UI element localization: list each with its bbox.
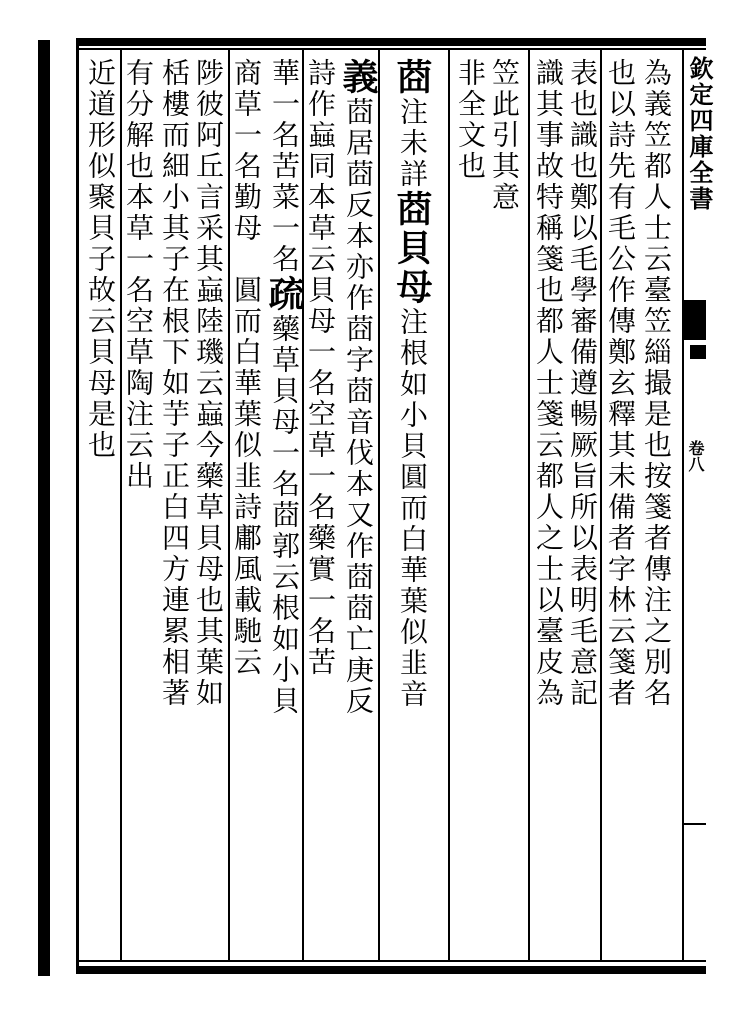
margin-book-title: 欽定四庫全書 — [685, 56, 714, 212]
text-column — [488, 58, 521, 213]
text-column — [158, 58, 191, 709]
column-rule — [528, 50, 530, 960]
commentary-text: 藥草貝母一名莔郭云根如小貝 — [268, 314, 301, 717]
commentary-text: 有分解也本草一名空草陶注云出 — [122, 58, 155, 492]
column-rule — [600, 50, 602, 960]
text-column — [604, 58, 637, 709]
commentary-text: 為義笠都人士云臺笠緇撮是也按箋者傳注之別名 — [640, 58, 673, 709]
text-column — [532, 58, 565, 709]
commentary-text: 也以詩先有毛公作傳鄭玄釋其未備者字林云箋者 — [604, 58, 637, 709]
text-column — [84, 58, 117, 461]
commentary-text: 表也識也鄭以毛學審備遵暢厥旨所以表明毛意記 — [566, 58, 599, 709]
commentary-text: 笠此引其意 — [488, 58, 521, 213]
commentary-text: 注根如小貝圓而白華葉似韭音 — [396, 307, 429, 710]
text-column — [122, 58, 155, 492]
frame-bottom-border — [76, 966, 706, 974]
text-column — [304, 58, 337, 678]
text-column — [230, 58, 263, 678]
commentary-text — [230, 244, 263, 275]
fish-tail-mark-lower — [690, 345, 706, 359]
margin-divider — [682, 823, 706, 825]
frame-left-border — [76, 38, 79, 974]
text-column — [263, 58, 305, 717]
commentary-text: 詩作蝱同本草云貝母一名空草一名藥實一名苦 — [304, 58, 337, 678]
commentary-text: 非全文也 — [454, 58, 487, 182]
text-column — [391, 58, 433, 710]
headword-text: 莔 — [391, 58, 433, 97]
commentary-text: 近道形似聚貝子故云貝母是也 — [84, 58, 117, 461]
frame-bottom-inner-border — [76, 960, 706, 962]
text-column — [454, 58, 487, 182]
margin-volume-number: 卷八 — [686, 440, 705, 472]
commentary-text: 栝樓而細小其子在根下如芋子正白四方連累相著 — [158, 58, 191, 709]
column-rule — [448, 50, 450, 960]
text-column — [337, 58, 379, 717]
commentary-text: 圓而白華葉似韭詩鄘風載馳云 — [230, 275, 263, 678]
headword-text: 莔貝母 — [391, 190, 433, 307]
fish-tail-mark — [682, 300, 706, 340]
commentary-text: 莔居莔反本亦作莔字莔音伐本又作莔莔亡庚反 — [342, 97, 375, 717]
book-spine-edge — [38, 40, 50, 976]
column-rule — [378, 50, 380, 960]
commentary-text: 華一名苦菜一名 — [268, 58, 301, 275]
commentary-text: 商草一名勤母 — [230, 58, 263, 244]
commentary-text: 注未詳 — [396, 97, 429, 190]
text-column — [640, 58, 673, 709]
headword-text: 疏 — [263, 275, 305, 314]
text-column — [192, 58, 225, 709]
headword-text: 義 — [337, 58, 379, 97]
frame-top-inner-border — [76, 48, 706, 50]
frame-top-border — [76, 38, 706, 46]
commentary-text: 陟彼阿丘言采其蝱陸璣云蝱今藥草貝母也其葉如 — [192, 58, 225, 709]
commentary-text: 識其事故特稱箋也都人士箋云都人之士以臺皮為 — [532, 58, 565, 709]
text-column — [566, 58, 599, 709]
